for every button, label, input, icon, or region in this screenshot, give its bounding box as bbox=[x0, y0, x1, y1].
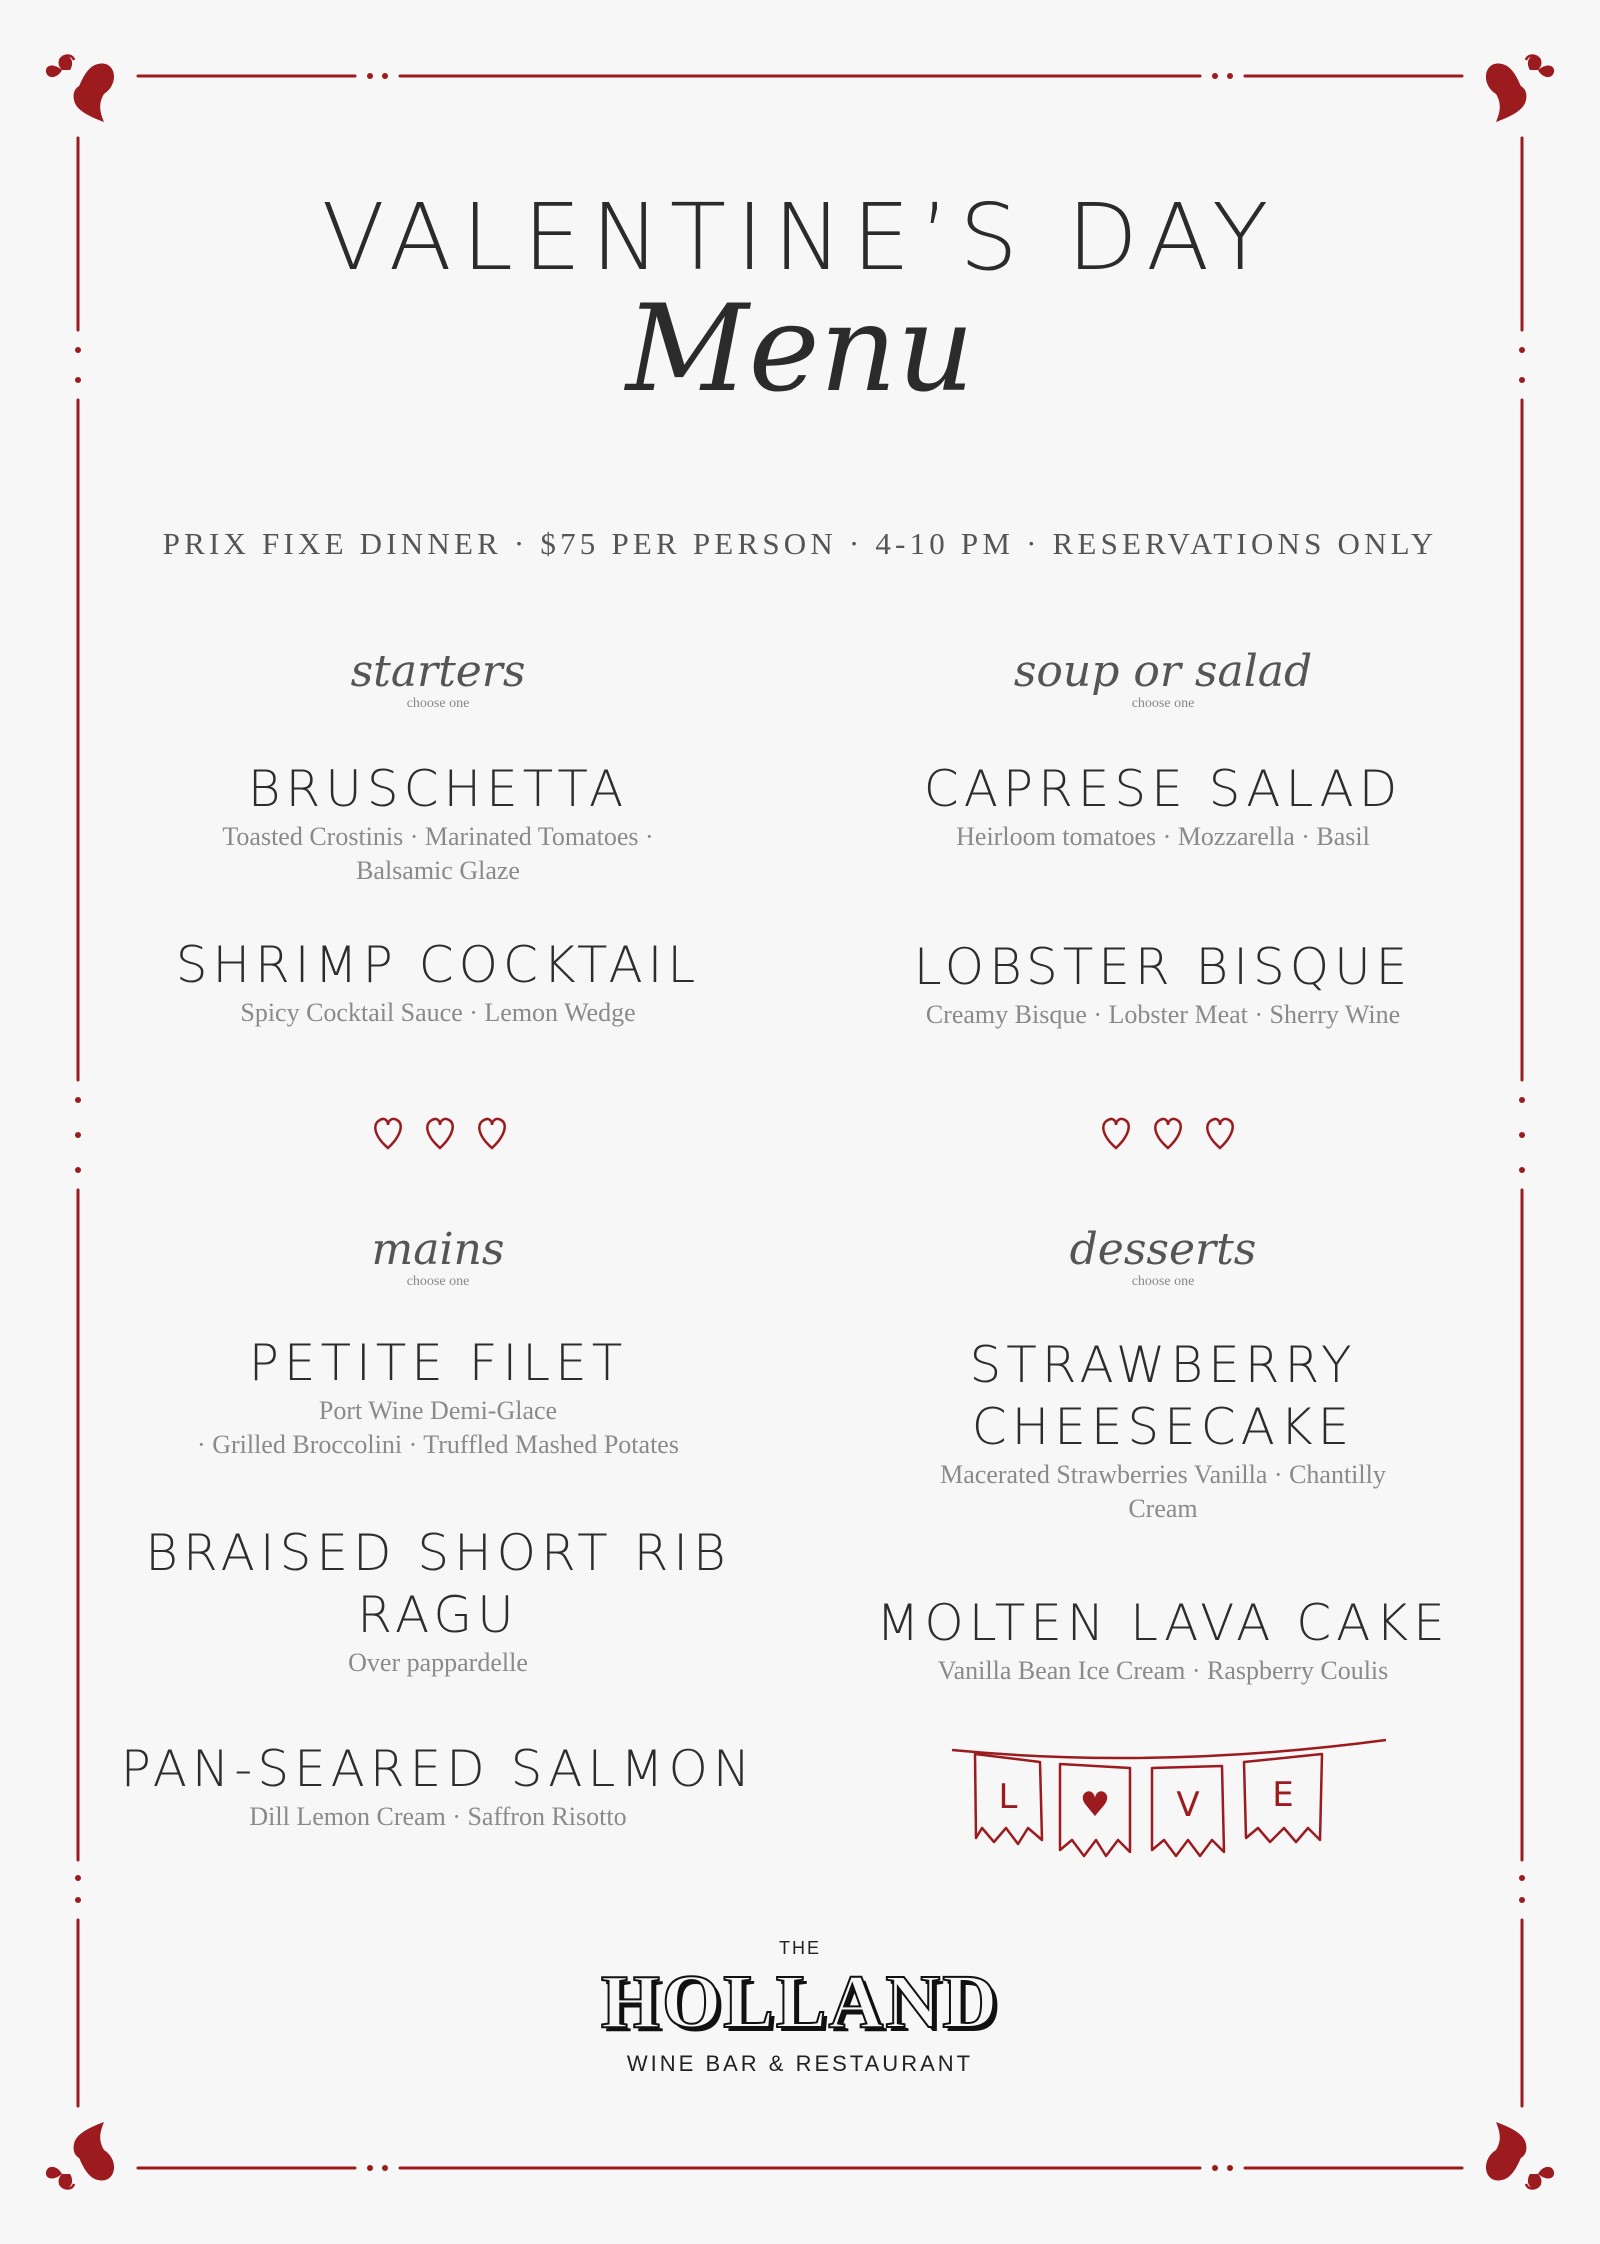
menu-item bbox=[803, 1592, 1523, 1688]
item-name: BRUSCHETTA bbox=[247, 760, 629, 818]
item-description: Over pappardelle bbox=[348, 1648, 528, 1677]
heart-icon bbox=[375, 1119, 400, 1148]
item-description: Heirloom tomatoes · Mozzarella · Basil bbox=[956, 822, 1370, 851]
section-heading: starters bbox=[350, 646, 526, 697]
item-description: Balsamic Glaze bbox=[356, 856, 520, 885]
restaurant-logo bbox=[0, 1938, 1600, 2077]
menu-item bbox=[78, 1332, 798, 1462]
logo-the: THE bbox=[779, 1938, 821, 1958]
banner-letter: L bbox=[998, 1777, 1018, 1817]
item-name: STRAWBERRY bbox=[969, 1336, 1357, 1394]
item-description: Vanilla Bean Ice Cream · Raspberry Coulis bbox=[937, 1656, 1389, 1685]
hearts-divider bbox=[1098, 1110, 1238, 1154]
menu-item bbox=[78, 934, 798, 1030]
section-hint: choose one bbox=[1131, 696, 1195, 711]
heart-icon bbox=[1103, 1119, 1128, 1148]
logo-name: HOLLAND bbox=[600, 1960, 1000, 2044]
item-name: SHRIMP COCKTAIL bbox=[175, 936, 701, 994]
hearts-divider bbox=[370, 1110, 510, 1154]
item-name: PETITE FILET bbox=[248, 1334, 628, 1392]
menu-item bbox=[78, 758, 798, 888]
logo-subtitle: WINE BAR & RESTAURANT bbox=[626, 2050, 974, 2076]
section-hint: choose one bbox=[1131, 1274, 1195, 1289]
item-name: BRAISED SHORT RIB bbox=[145, 1524, 731, 1582]
menu-item bbox=[78, 1522, 798, 1680]
banner-letter: ♥ bbox=[1079, 1785, 1111, 1825]
section-heading: mains bbox=[371, 1224, 505, 1275]
menu-item bbox=[803, 758, 1523, 854]
menu-item bbox=[803, 936, 1523, 1032]
menu-item bbox=[803, 1334, 1523, 1526]
section-heading: desserts bbox=[1069, 1224, 1257, 1275]
section-desserts bbox=[803, 1224, 1523, 1290]
section-starters bbox=[78, 646, 798, 712]
item-name: CHEESECAKE bbox=[971, 1398, 1355, 1456]
menu-title: VALENTINE’S DAY bbox=[321, 184, 1279, 291]
heart-icon bbox=[1207, 1119, 1232, 1148]
section-hint: choose one bbox=[406, 1274, 470, 1289]
heart-icon bbox=[1155, 1119, 1180, 1148]
heart-icon bbox=[427, 1119, 452, 1148]
item-name: MOLTEN LAVA CAKE bbox=[876, 1594, 1450, 1652]
heart-icon bbox=[479, 1119, 504, 1148]
item-description: Cream bbox=[1128, 1494, 1198, 1523]
item-name: CAPRESE SALAD bbox=[923, 760, 1403, 818]
item-description: · Grilled Broccolini · Truffled Mashed Potates bbox=[197, 1430, 679, 1459]
menu-script-title: Menu bbox=[625, 280, 975, 419]
item-description: Dill Lemon Cream · Saffron Risotto bbox=[249, 1802, 627, 1831]
item-description: Creamy Bisque · Lobster Meat · Sherry Wine bbox=[925, 1000, 1401, 1029]
love-banner bbox=[950, 1730, 1390, 1870]
section-soup-or-salad bbox=[803, 646, 1523, 712]
item-name: LOBSTER BISQUE bbox=[913, 938, 1413, 996]
item-description: Toasted Crostinis · Marinated Tomatoes · bbox=[222, 822, 654, 851]
section-heading: soup or salad bbox=[1013, 646, 1313, 697]
item-name: PAN-SEARED SALMON bbox=[120, 1740, 756, 1798]
item-description: Port Wine Demi-Glace bbox=[318, 1396, 558, 1425]
item-name: RAGU bbox=[357, 1586, 519, 1644]
menu-subtitle: PRIX FIXE DINNER · $75 PER PERSON · 4-10 PM · RESERVATIONS ONLY bbox=[162, 526, 1438, 561]
item-description: Spicy Cocktail Sauce · Lemon Wedge bbox=[240, 998, 636, 1027]
banner-letter: V bbox=[1176, 1785, 1200, 1825]
menu-item bbox=[78, 1738, 798, 1834]
item-description: Macerated Strawberries Vanilla · Chantilly bbox=[940, 1460, 1386, 1489]
banner-letter: E bbox=[1272, 1775, 1294, 1815]
section-mains bbox=[78, 1224, 798, 1290]
section-hint: choose one bbox=[406, 696, 470, 711]
